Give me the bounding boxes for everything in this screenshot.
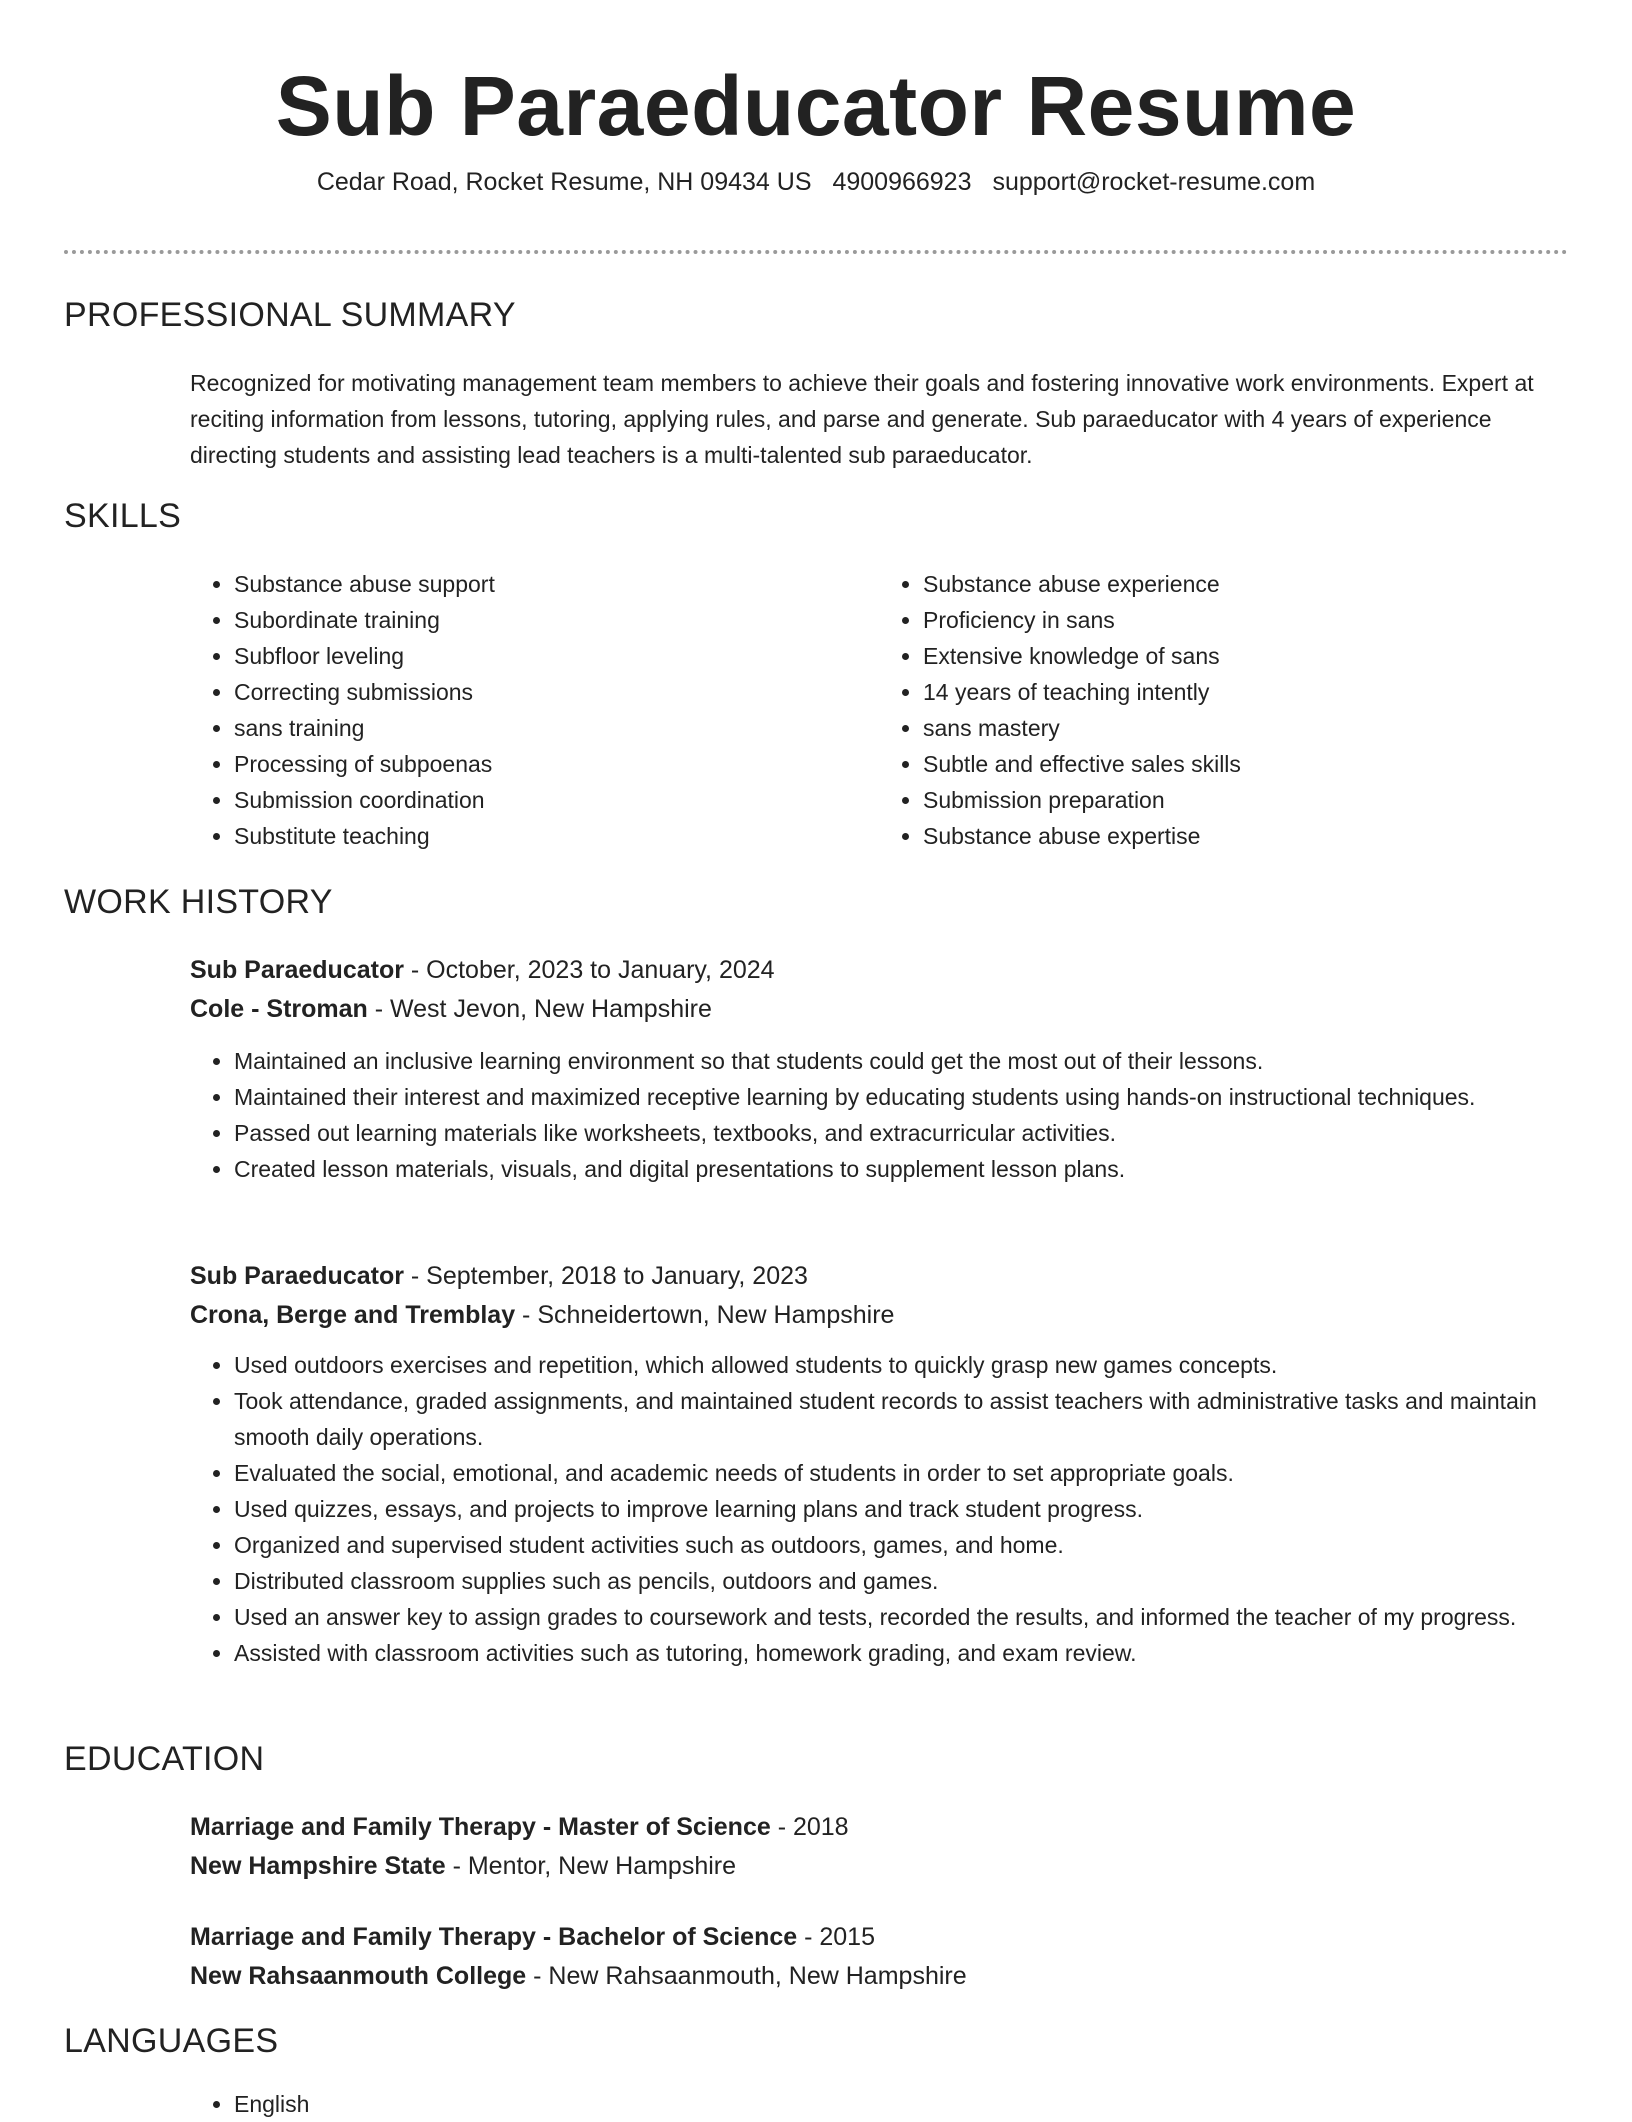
education-entry [190, 1808, 1568, 1886]
job-location: - Schneidertown, New Hampshire [515, 1301, 895, 1329]
job-bullet: • Organized and supervised student activities such as outdoors, games, and home. [234, 1527, 1568, 1563]
skill-item: • Subordinate training [234, 602, 879, 638]
education-year: - 2018 [770, 1813, 849, 1841]
skills-list-right [879, 566, 1568, 854]
languages-block [190, 2086, 1568, 2122]
skill-item: • sans mastery [923, 710, 1568, 746]
job-company: Crona, Berge and Tremblay [190, 1301, 516, 1329]
job-dates: - October, 2023 to January, 2024 [403, 956, 775, 984]
job-bullets [190, 1043, 1568, 1187]
education-school-line [190, 1957, 1568, 1996]
job-dates: - September, 2018 to January, 2023 [403, 1262, 808, 1290]
education-heading: EDUCATION [64, 1740, 265, 1778]
job-bullet: • Maintained an inclusive learning environment so that students could get the most out of their lessons. [234, 1043, 1568, 1079]
header-divider [64, 250, 1568, 254]
skill-item: • Substance abuse experience [923, 566, 1568, 602]
education-degree: Marriage and Family Therapy - Master of Science [190, 1813, 771, 1841]
job-entry [190, 1257, 1568, 1671]
summary-heading: PROFESSIONAL SUMMARY [64, 296, 516, 334]
skill-item: • Extensive knowledge of sans [923, 638, 1568, 674]
job-title-line [190, 1257, 1568, 1296]
job-bullet: • Used outdoors exercises and repetition, which allowed students to quickly grasp new games concepts. [234, 1347, 1568, 1383]
summary-text: Recognized for motivating management team members to achieve their goals and fostering innovative work environments. Expert at reciting information from lessons, tutoring, applying rules, and parse and generate. Sub paraeducator with 4 years of experience directing students and assisting lead teachers is a multi-talented sub paraeducator. [190, 370, 1534, 468]
education-location: - Mentor, New Hampshire [445, 1852, 737, 1880]
skill-item: • Substance abuse expertise [923, 818, 1568, 854]
education-entry [190, 1918, 1568, 1996]
job-entry [190, 951, 1568, 1187]
education-school: New Rahsaanmouth College [190, 1962, 527, 1990]
job-bullet: • Assisted with classroom activities such as tutoring, homework grading, and exam review. [234, 1635, 1568, 1671]
skill-item: • sans training [234, 710, 879, 746]
contact-address: Cedar Road, Rocket Resume, NH 09434 US [316, 168, 812, 196]
skill-item: • Proficiency in sans [923, 602, 1568, 638]
skill-item: • Submission preparation [923, 782, 1568, 818]
skills-columns [190, 566, 1568, 854]
job-bullet: • Took attendance, graded assignments, and maintained student records to assist teachers with administrative tasks and maintain smooth daily operations. [234, 1383, 1568, 1455]
job-bullet: • Passed out learning materials like worksheets, textbooks, and extracurricular activities. [234, 1115, 1568, 1151]
skill-item: • Subfloor leveling [234, 638, 879, 674]
skill-item: • Substance abuse support [234, 566, 879, 602]
education-location: - New Rahsaanmouth, New Hampshire [526, 1962, 967, 1990]
skills-list-left [190, 566, 879, 854]
contact-email: support@rocket-resume.com [992, 168, 1316, 196]
education-degree-line [190, 1808, 1568, 1847]
job-bullet: • Used an answer key to assign grades to coursework and tests, recorded the results, and informed the teacher of my progress. [234, 1599, 1568, 1635]
skill-item: • Processing of subpoenas [234, 746, 879, 782]
work-history-heading: WORK HISTORY [64, 883, 333, 921]
contact-phone: 4900966923 [832, 168, 972, 196]
job-company-line [190, 1296, 1568, 1335]
skill-item: • Correcting submissions [234, 674, 879, 710]
job-bullets [190, 1347, 1568, 1671]
job-bullet: • Maintained their interest and maximized receptive learning by educating students using hands-on instructional techniques. [234, 1079, 1568, 1115]
skill-item: • Substitute teaching [234, 818, 879, 854]
education-degree: Marriage and Family Therapy - Bachelor of Science [190, 1923, 798, 1951]
job-location: - West Jevon, New Hampshire [367, 995, 712, 1023]
education-school: New Hampshire State [190, 1852, 446, 1880]
languages-heading: LANGUAGES [64, 2022, 279, 2060]
contact-line [0, 166, 1632, 198]
education-school-line [190, 1847, 1568, 1886]
job-title-line [190, 951, 1568, 990]
job-role: Sub Paraeducator [190, 956, 404, 984]
job-company-line [190, 990, 1568, 1029]
job-company: Cole - Stroman [190, 995, 368, 1023]
job-bullet: • Evaluated the social, emotional, and academic needs of students in order to set appropriate goals. [234, 1455, 1568, 1491]
skills-heading: SKILLS [64, 497, 182, 535]
language-item: • English [234, 2086, 1568, 2122]
resume-title: Sub Paraeducator Resume [275, 59, 1357, 153]
skill-item: • 14 years of teaching intently [923, 674, 1568, 710]
languages-list [190, 2086, 1568, 2122]
job-bullet: • Distributed classroom supplies such as pencils, outdoors and games. [234, 1563, 1568, 1599]
job-bullet: • Created lesson materials, visuals, and digital presentations to supplement lesson plans. [234, 1151, 1568, 1187]
job-role: Sub Paraeducator [190, 1262, 404, 1290]
skill-item: • Submission coordination [234, 782, 879, 818]
job-bullet: • Used quizzes, essays, and projects to improve learning plans and track student progress. [234, 1491, 1568, 1527]
education-year: - 2015 [797, 1923, 875, 1951]
education-degree-line [190, 1918, 1568, 1957]
skill-item: • Subtle and effective sales skills [923, 746, 1568, 782]
